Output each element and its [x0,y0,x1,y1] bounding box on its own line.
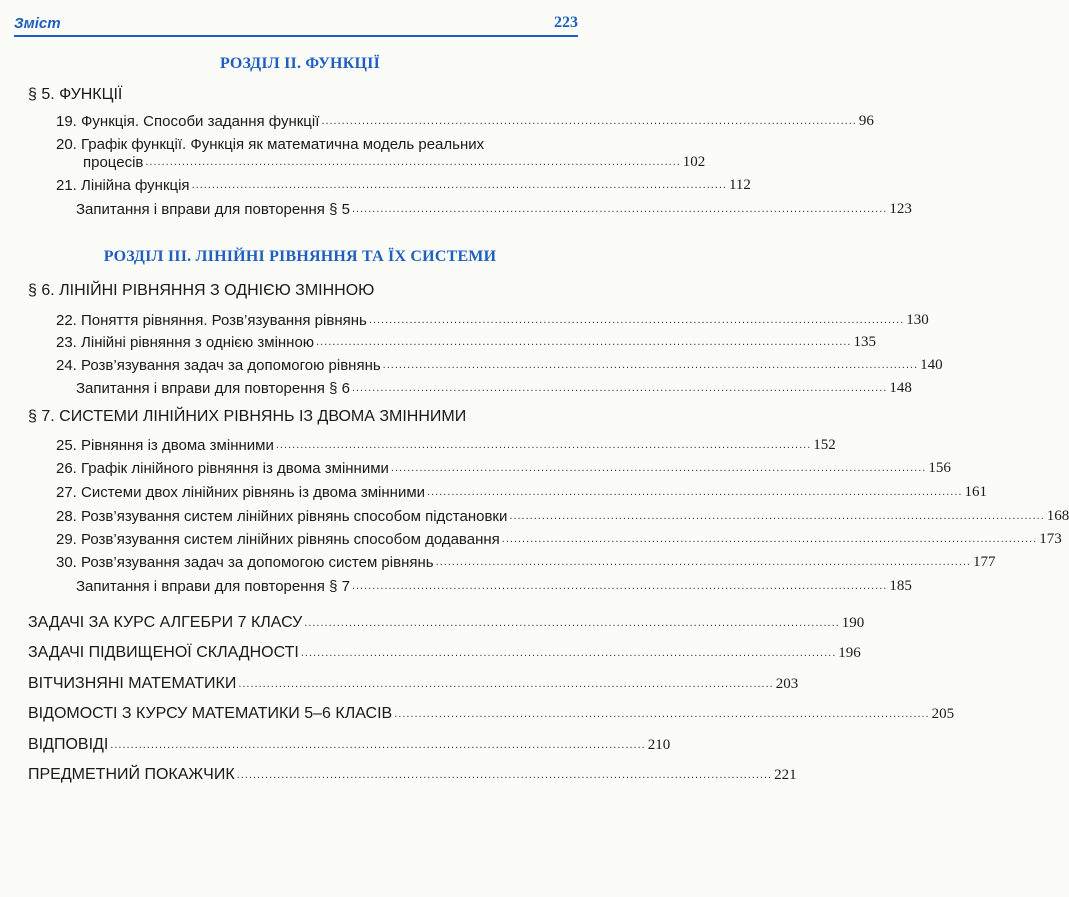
entry-page: 140 [920,357,943,373]
dot-leader: .................................................................................................................................... [390,462,927,474]
dot-leader: .................................................................................................................................... [435,556,971,568]
chapter-title-3: РОЗДІЛ III. ЛІНІЙНІ РІВНЯННЯ ТА ЇХ СИСТЕМИ [103,248,497,265]
toc-entry-appendix[interactable] [28,644,861,662]
entry-label: ЗАДАЧІ ЗА КУРС АЛГЕБРИ 7 КЛАСУ [28,614,303,631]
dot-leader: .................................................................................................................................... [316,336,852,348]
dot-leader: .................................................................................................................................... [351,382,888,394]
dot-leader: .................................................................................................................................... [275,439,812,451]
dot-leader: .................................................................................................................................... [509,510,1045,522]
entry-page: 203 [775,676,799,692]
header-title: Зміст [14,15,61,32]
chapter-title-2: РОЗДІЛ II. ФУНКЦІЇ [219,55,380,72]
dot-leader: .................................................................................................................................... [304,617,840,629]
dot-leader: .................................................................................................................................... [382,359,919,371]
dot-leader: .................................................................................................................................... [368,314,905,326]
entry-label: 26. Графік лінійного рівняння із двома змінними [56,460,389,477]
entry-label: 29. Розв’язування систем лінійних рівнянь способом додавання [56,531,500,548]
dot-leader: .................................................................................................................................... [321,115,857,127]
dot-leader: .................................................................................................................................... [351,580,888,592]
entry-label: 19. Функція. Способи задання функції [56,113,320,130]
entry-label: Запитання і вправи для повторення § 6 [76,380,350,397]
toc-entry-appendix[interactable] [28,614,865,632]
dot-leader: .................................................................................................................................... [145,156,681,168]
entry-label: Запитання і вправи для повторення § 5 [76,201,350,218]
dot-leader: .................................................................................................................................... [191,179,727,191]
page-header [14,6,578,37]
entry-label: ЗАДАЧІ ПІДВИЩЕНОЇ СКЛАДНОСТІ [28,644,299,661]
toc-entry[interactable] [56,177,751,194]
entry-label: ВІДОМОСТІ З КУРСУ МАТЕМАТИКИ 5–6 КЛАСІВ [28,705,393,722]
paragraph-heading-6: § 6. ЛІНІЙНІ РІВНЯННЯ З ОДНІЄЮ ЗМІННОЮ [28,282,375,299]
entry-label: 27. Системи двох лінійних рівнянь із двома змінними [56,484,426,501]
entry-page: 221 [774,767,797,783]
toc-entry-continuation[interactable] [83,154,706,171]
toc-entry[interactable] [76,380,912,397]
entry-label: 25. Рівняння із двома змінними [56,437,274,454]
entry-page: 173 [1039,531,1062,547]
toc-entry[interactable] [56,531,1062,548]
entry-page: 135 [853,334,876,350]
entry-label: ВІДПОВІДІ [28,736,109,753]
toc-entry[interactable] [76,578,912,595]
toc-entry[interactable] [56,357,943,374]
entry-page: 156 [928,460,951,476]
entry-page: 102 [682,154,706,170]
entry-page: 152 [813,437,836,453]
entry-label: 28. Розв’язування систем лінійних рівнянь способом підстановки [56,508,508,525]
toc-entry-appendix[interactable] [28,766,797,784]
entry-page: 148 [889,380,912,396]
toc-entry-appendix[interactable] [28,705,955,723]
dot-leader: .................................................................................................................................... [427,486,963,498]
entry-label-line1: 20. Графік функції. Функція як математична модель реальних [56,136,485,153]
entry-label: 23. Лінійні рівняння з однією змінною [56,334,315,351]
entry-page: 123 [889,201,912,217]
entry-page: 130 [906,312,929,328]
entry-label: 30. Розв’язування задач за допомогою систем рівнянь [56,554,434,571]
toc-entry-multiline[interactable] [56,136,578,153]
entry-page: 190 [841,615,865,631]
toc-entry[interactable] [56,334,876,351]
dot-leader: .................................................................................................................................... [110,739,646,751]
toc-entry[interactable] [56,554,996,571]
entry-label: 24. Розв’язування задач за допомогою рівнянь [56,357,381,374]
toc-entry[interactable] [56,113,874,130]
dot-leader: .................................................................................................................................... [236,769,773,781]
toc-entry[interactable] [56,460,951,477]
entry-label: 21. Лінійна функція [56,177,190,194]
toc-entry[interactable] [56,484,987,501]
entry-label-line2: процесів [83,154,144,171]
entry-label: ПРЕДМЕТНИЙ ПОКАЖЧИК [28,766,235,783]
toc-entry[interactable] [56,437,836,454]
entry-page: 168 [1046,508,1069,524]
entry-page: 96 [858,113,874,129]
paragraph-heading-7: § 7. СИСТЕМИ ЛІНІЙНИХ РІВНЯНЬ ІЗ ДВОМА ЗМІННИМИ [28,408,467,425]
dot-leader: .................................................................................................................................... [394,708,930,720]
entry-page: 205 [931,706,955,722]
entry-label: ВІТЧИЗНЯНІ МАТЕМАТИКИ [28,675,237,692]
toc-entry[interactable] [56,312,929,329]
entry-page: 112 [728,177,751,193]
entry-page: 210 [647,737,671,753]
dot-leader: .................................................................................................................................... [501,533,1038,545]
toc-entry[interactable] [56,508,1069,525]
dot-leader: .................................................................................................................................... [238,678,774,690]
paragraph-heading-5: § 5. ФУНКЦІЇ [28,86,123,103]
toc-entry[interactable] [76,201,912,218]
entry-page: 177 [973,554,996,570]
entry-label: 22. Поняття рівняння. Розв’язування рівнянь [56,312,367,329]
entry-label: Запитання і вправи для повторення § 7 [76,578,350,595]
page-number: 223 [554,14,578,31]
entry-page: 185 [889,578,912,594]
toc-entry-appendix[interactable] [28,736,671,754]
dot-leader: .................................................................................................................................... [300,647,837,659]
entry-page: 196 [838,645,861,661]
dot-leader: .................................................................................................................................... [351,203,888,215]
toc-entry-appendix[interactable] [28,675,799,693]
entry-page: 161 [964,484,987,500]
